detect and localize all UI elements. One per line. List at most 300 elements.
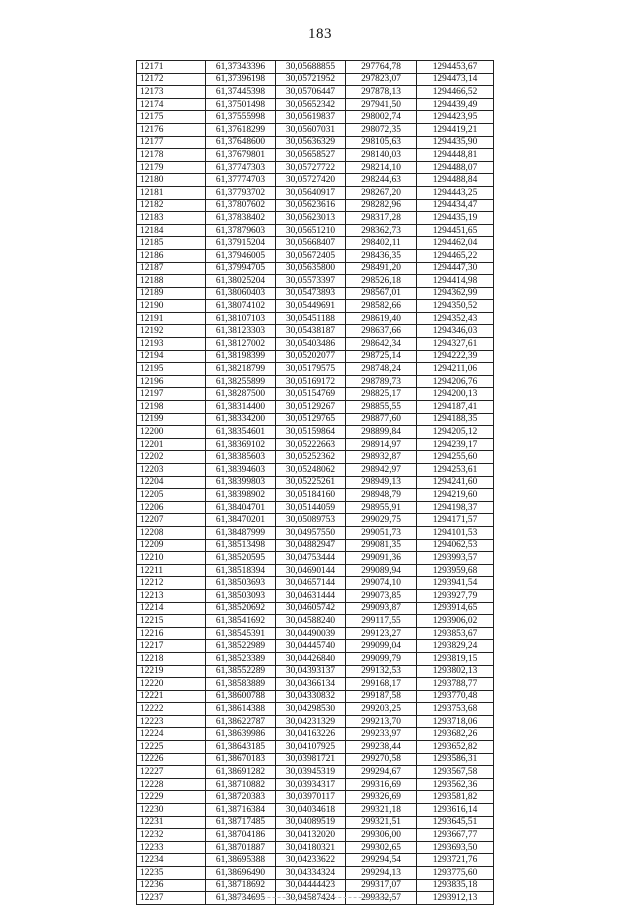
x-coordinate-cell: 298914,97 xyxy=(346,438,417,451)
x-coordinate-cell: 298642,34 xyxy=(346,338,417,351)
y-coordinate-cell: 1294439,49 xyxy=(417,98,494,111)
latitude-cell: 61,38487999 xyxy=(206,526,276,539)
y-coordinate-cell: 1294466,52 xyxy=(417,86,494,99)
point-number-cell: 12212 xyxy=(137,577,206,590)
y-coordinate-cell: 1293959,68 xyxy=(417,564,494,577)
x-coordinate-cell: 298877,60 xyxy=(346,413,417,426)
point-number-cell: 12185 xyxy=(137,237,206,250)
longitude-cell: 30,04588240 xyxy=(276,615,346,628)
table-row xyxy=(137,804,494,817)
x-coordinate-cell: 298317,28 xyxy=(346,212,417,225)
y-coordinate-cell: 1294465,22 xyxy=(417,249,494,262)
y-coordinate-cell: 1293562,36 xyxy=(417,778,494,791)
latitude-cell: 61,37445398 xyxy=(206,86,276,99)
x-coordinate-cell: 297764,78 xyxy=(346,61,417,74)
point-number-cell: 12230 xyxy=(137,804,206,817)
table-row xyxy=(137,627,494,640)
table-row xyxy=(137,161,494,174)
latitude-cell: 61,38717485 xyxy=(206,816,276,829)
point-number-cell: 12175 xyxy=(137,111,206,124)
latitude-cell: 61,37679801 xyxy=(206,149,276,162)
y-coordinate-cell: 1294101,53 xyxy=(417,526,494,539)
table-row xyxy=(137,778,494,791)
longitude-cell: 30,04690144 xyxy=(276,564,346,577)
y-coordinate-cell: 1294255,60 xyxy=(417,451,494,464)
y-coordinate-cell: 1294423,95 xyxy=(417,111,494,124)
latitude-cell: 61,38704186 xyxy=(206,829,276,842)
x-coordinate-cell: 298362,73 xyxy=(346,224,417,237)
y-coordinate-cell: 1293853,67 xyxy=(417,627,494,640)
y-coordinate-cell: 1294488,07 xyxy=(417,161,494,174)
y-coordinate-cell: 1294435,90 xyxy=(417,136,494,149)
table-row xyxy=(137,640,494,653)
y-coordinate-cell: 1294473,14 xyxy=(417,73,494,86)
longitude-cell: 30,04163226 xyxy=(276,728,346,741)
y-coordinate-cell: 1294443,25 xyxy=(417,186,494,199)
point-number-cell: 12223 xyxy=(137,715,206,728)
x-coordinate-cell: 299099,79 xyxy=(346,652,417,665)
table-row xyxy=(137,73,494,86)
x-coordinate-cell: 298942,97 xyxy=(346,464,417,477)
point-number-cell: 12182 xyxy=(137,199,206,212)
x-coordinate-cell: 299051,73 xyxy=(346,526,417,539)
table-row xyxy=(137,791,494,804)
y-coordinate-cell: 1294419,21 xyxy=(417,123,494,136)
y-coordinate-cell: 1294198,37 xyxy=(417,501,494,514)
latitude-cell: 61,38060403 xyxy=(206,287,276,300)
table-row xyxy=(137,841,494,854)
x-coordinate-cell: 298436,35 xyxy=(346,249,417,262)
x-coordinate-cell: 298899,84 xyxy=(346,426,417,439)
latitude-cell: 61,37501498 xyxy=(206,98,276,111)
table-row xyxy=(137,615,494,628)
y-coordinate-cell: 1293652,82 xyxy=(417,741,494,754)
longitude-cell: 30,04334324 xyxy=(276,867,346,880)
x-coordinate-cell: 298955,91 xyxy=(346,501,417,514)
longitude-cell: 30,05651210 xyxy=(276,224,346,237)
point-number-cell: 12200 xyxy=(137,426,206,439)
y-coordinate-cell: 1293941,54 xyxy=(417,577,494,590)
longitude-cell: 30,05688855 xyxy=(276,61,346,74)
latitude-cell: 61,38583889 xyxy=(206,678,276,691)
table-row xyxy=(137,199,494,212)
longitude-cell: 30,05089753 xyxy=(276,514,346,527)
longitude-cell: 30,05623013 xyxy=(276,212,346,225)
table-row xyxy=(137,262,494,275)
longitude-cell: 30,05179575 xyxy=(276,363,346,376)
x-coordinate-cell: 298526,18 xyxy=(346,275,417,288)
table-row xyxy=(137,212,494,225)
table-row xyxy=(137,678,494,691)
y-coordinate-cell: 1294462,04 xyxy=(417,237,494,250)
y-coordinate-cell: 1293829,24 xyxy=(417,640,494,653)
x-coordinate-cell: 299073,85 xyxy=(346,589,417,602)
table-row xyxy=(137,514,494,527)
latitude-cell: 61,38123303 xyxy=(206,325,276,338)
longitude-cell: 30,05184160 xyxy=(276,489,346,502)
latitude-cell: 61,38545391 xyxy=(206,627,276,640)
latitude-cell: 61,38513498 xyxy=(206,539,276,552)
longitude-cell: 30,05706447 xyxy=(276,86,346,99)
x-coordinate-cell: 299294,13 xyxy=(346,867,417,880)
x-coordinate-cell: 298932,87 xyxy=(346,451,417,464)
x-coordinate-cell: 298214,10 xyxy=(346,161,417,174)
longitude-cell: 30,04233622 xyxy=(276,854,346,867)
x-coordinate-cell: 298725,14 xyxy=(346,350,417,363)
longitude-cell: 30,05672405 xyxy=(276,249,346,262)
latitude-cell: 61,38385603 xyxy=(206,451,276,464)
longitude-cell: 30,04605742 xyxy=(276,602,346,615)
point-number-cell: 12199 xyxy=(137,413,206,426)
y-coordinate-cell: 1294187,41 xyxy=(417,401,494,414)
point-number-cell: 12201 xyxy=(137,438,206,451)
longitude-cell: 30,03945319 xyxy=(276,766,346,779)
point-number-cell: 12234 xyxy=(137,854,206,867)
longitude-cell: 30,05154769 xyxy=(276,388,346,401)
x-coordinate-cell: 299316,69 xyxy=(346,778,417,791)
longitude-cell: 30,04034618 xyxy=(276,804,346,817)
y-coordinate-cell: 1293927,79 xyxy=(417,589,494,602)
latitude-cell: 61,38522989 xyxy=(206,640,276,653)
table-row xyxy=(137,338,494,351)
longitude-cell: 30,05449691 xyxy=(276,300,346,313)
latitude-cell: 61,37807602 xyxy=(206,199,276,212)
longitude-cell: 30,05573397 xyxy=(276,275,346,288)
page-number: 183 xyxy=(308,26,332,42)
point-number-cell: 12236 xyxy=(137,879,206,892)
table-row xyxy=(137,728,494,741)
longitude-cell: 30,05144059 xyxy=(276,501,346,514)
latitude-cell: 61,37747303 xyxy=(206,161,276,174)
longitude-cell: 30,05721952 xyxy=(276,73,346,86)
table-row xyxy=(137,564,494,577)
table-row xyxy=(137,589,494,602)
x-coordinate-cell: 298105,63 xyxy=(346,136,417,149)
coordinates-table-body xyxy=(137,61,494,905)
x-coordinate-cell: 299074,10 xyxy=(346,577,417,590)
longitude-cell: 30,05727420 xyxy=(276,174,346,187)
longitude-cell: 30,04393137 xyxy=(276,665,346,678)
y-coordinate-cell: 1294200,13 xyxy=(417,388,494,401)
y-coordinate-cell: 1293770,48 xyxy=(417,690,494,703)
latitude-cell: 61,37648600 xyxy=(206,136,276,149)
point-number-cell: 12213 xyxy=(137,589,206,602)
table-row xyxy=(137,829,494,842)
point-number-cell: 12228 xyxy=(137,778,206,791)
point-number-cell: 12237 xyxy=(137,892,206,905)
longitude-cell: 30,05727722 xyxy=(276,161,346,174)
table-row xyxy=(137,552,494,565)
longitude-cell: 30,05658527 xyxy=(276,149,346,162)
latitude-cell: 61,38639986 xyxy=(206,728,276,741)
x-coordinate-cell: 299321,51 xyxy=(346,816,417,829)
latitude-cell: 61,38314400 xyxy=(206,401,276,414)
table-row xyxy=(137,325,494,338)
latitude-cell: 61,37946005 xyxy=(206,249,276,262)
x-coordinate-cell: 299317,07 xyxy=(346,879,417,892)
longitude-cell: 30,05202077 xyxy=(276,350,346,363)
latitude-cell: 61,38716384 xyxy=(206,804,276,817)
table-row xyxy=(137,438,494,451)
table-row xyxy=(137,602,494,615)
x-coordinate-cell: 298072,35 xyxy=(346,123,417,136)
y-coordinate-cell: 1294211,06 xyxy=(417,363,494,376)
point-number-cell: 12188 xyxy=(137,275,206,288)
y-coordinate-cell: 1294253,61 xyxy=(417,464,494,477)
table-row xyxy=(137,501,494,514)
point-number-cell: 12180 xyxy=(137,174,206,187)
point-number-cell: 12222 xyxy=(137,703,206,716)
y-coordinate-cell: 1294205,12 xyxy=(417,426,494,439)
latitude-cell: 61,38520595 xyxy=(206,552,276,565)
longitude-cell: 30,04445740 xyxy=(276,640,346,653)
x-coordinate-cell: 298789,73 xyxy=(346,375,417,388)
point-number-cell: 12209 xyxy=(137,539,206,552)
table-row xyxy=(137,426,494,439)
longitude-cell: 30,04330832 xyxy=(276,690,346,703)
latitude-cell: 61,37343396 xyxy=(206,61,276,74)
latitude-cell: 61,37915204 xyxy=(206,237,276,250)
table-row xyxy=(137,753,494,766)
table-row xyxy=(137,123,494,136)
longitude-cell: 30,04753444 xyxy=(276,552,346,565)
point-number-cell: 12224 xyxy=(137,728,206,741)
latitude-cell: 61,38670183 xyxy=(206,753,276,766)
longitude-cell: 30,04366134 xyxy=(276,678,346,691)
x-coordinate-cell: 299302,65 xyxy=(346,841,417,854)
x-coordinate-cell: 298582,66 xyxy=(346,300,417,313)
latitude-cell: 61,38127002 xyxy=(206,338,276,351)
longitude-cell: 30,04490039 xyxy=(276,627,346,640)
point-number-cell: 12205 xyxy=(137,489,206,502)
longitude-cell: 30,05607031 xyxy=(276,123,346,136)
longitude-cell: 30,05640917 xyxy=(276,186,346,199)
longitude-cell: 30,05129267 xyxy=(276,401,346,414)
y-coordinate-cell: 1294062,53 xyxy=(417,539,494,552)
point-number-cell: 12229 xyxy=(137,791,206,804)
x-coordinate-cell: 299099,04 xyxy=(346,640,417,653)
table-row xyxy=(137,388,494,401)
y-coordinate-cell: 1294352,43 xyxy=(417,312,494,325)
point-number-cell: 12218 xyxy=(137,652,206,665)
longitude-cell: 30,04107925 xyxy=(276,741,346,754)
latitude-cell: 61,38334200 xyxy=(206,413,276,426)
longitude-cell: 30,05248062 xyxy=(276,464,346,477)
x-coordinate-cell: 299093,87 xyxy=(346,602,417,615)
x-coordinate-cell: 298140,03 xyxy=(346,149,417,162)
point-number-cell: 12173 xyxy=(137,86,206,99)
x-coordinate-cell: 298748,24 xyxy=(346,363,417,376)
x-coordinate-cell: 299238,44 xyxy=(346,741,417,754)
point-number-cell: 12231 xyxy=(137,816,206,829)
x-coordinate-cell: 299123,27 xyxy=(346,627,417,640)
point-number-cell: 12233 xyxy=(137,841,206,854)
y-coordinate-cell: 1294171,57 xyxy=(417,514,494,527)
table-row xyxy=(137,174,494,187)
latitude-cell: 61,38701887 xyxy=(206,841,276,854)
point-number-cell: 12221 xyxy=(137,690,206,703)
table-row xyxy=(137,489,494,502)
latitude-cell: 61,38518394 xyxy=(206,564,276,577)
point-number-cell: 12219 xyxy=(137,665,206,678)
latitude-cell: 61,38520692 xyxy=(206,602,276,615)
table-row xyxy=(137,375,494,388)
latitude-cell: 61,38198399 xyxy=(206,350,276,363)
table-row xyxy=(137,363,494,376)
point-number-cell: 12220 xyxy=(137,678,206,691)
y-coordinate-cell: 1294350,52 xyxy=(417,300,494,313)
y-coordinate-cell: 1293835,18 xyxy=(417,879,494,892)
longitude-cell: 30,05451188 xyxy=(276,312,346,325)
table-row xyxy=(137,98,494,111)
longitude-cell: 30,05225261 xyxy=(276,476,346,489)
latitude-cell: 61,38622787 xyxy=(206,715,276,728)
x-coordinate-cell: 298244,63 xyxy=(346,174,417,187)
x-coordinate-cell: 299321,18 xyxy=(346,804,417,817)
point-number-cell: 12206 xyxy=(137,501,206,514)
latitude-cell: 61,38718692 xyxy=(206,879,276,892)
point-number-cell: 12196 xyxy=(137,375,206,388)
latitude-cell: 61,38643185 xyxy=(206,741,276,754)
longitude-cell: 30,04587424 xyxy=(276,892,346,905)
latitude-cell: 61,38720383 xyxy=(206,791,276,804)
latitude-cell: 61,37879603 xyxy=(206,224,276,237)
point-number-cell: 12193 xyxy=(137,338,206,351)
point-number-cell: 12235 xyxy=(137,867,206,880)
x-coordinate-cell: 298948,79 xyxy=(346,489,417,502)
table-row xyxy=(137,237,494,250)
x-coordinate-cell: 298637,66 xyxy=(346,325,417,338)
x-coordinate-cell: 299294,67 xyxy=(346,766,417,779)
longitude-cell: 30,04298530 xyxy=(276,703,346,716)
y-coordinate-cell: 1294447,30 xyxy=(417,262,494,275)
coordinates-table xyxy=(136,60,494,905)
x-coordinate-cell: 298825,17 xyxy=(346,388,417,401)
y-coordinate-cell: 1293993,57 xyxy=(417,552,494,565)
y-coordinate-cell: 1294222,39 xyxy=(417,350,494,363)
point-number-cell: 12184 xyxy=(137,224,206,237)
y-coordinate-cell: 1294448,81 xyxy=(417,149,494,162)
point-number-cell: 12190 xyxy=(137,300,206,313)
x-coordinate-cell: 298619,40 xyxy=(346,312,417,325)
y-coordinate-cell: 1293616,14 xyxy=(417,804,494,817)
x-coordinate-cell: 299029,75 xyxy=(346,514,417,527)
y-coordinate-cell: 1293819,15 xyxy=(417,652,494,665)
x-coordinate-cell: 299081,35 xyxy=(346,539,417,552)
longitude-cell: 30,04631444 xyxy=(276,589,346,602)
latitude-cell: 61,38218799 xyxy=(206,363,276,376)
longitude-cell: 30,05652342 xyxy=(276,98,346,111)
point-number-cell: 12217 xyxy=(137,640,206,653)
y-coordinate-cell: 1293567,58 xyxy=(417,766,494,779)
table-row xyxy=(137,539,494,552)
longitude-cell: 30,05129765 xyxy=(276,413,346,426)
latitude-cell: 61,38399803 xyxy=(206,476,276,489)
longitude-cell: 30,04957550 xyxy=(276,526,346,539)
x-coordinate-cell: 298491,20 xyxy=(346,262,417,275)
y-coordinate-cell: 1294241,60 xyxy=(417,476,494,489)
latitude-cell: 61,38369102 xyxy=(206,438,276,451)
longitude-cell: 30,03981721 xyxy=(276,753,346,766)
x-coordinate-cell: 299306,00 xyxy=(346,829,417,842)
y-coordinate-cell: 1293718,06 xyxy=(417,715,494,728)
y-coordinate-cell: 1294206,76 xyxy=(417,375,494,388)
y-coordinate-cell: 1294488,84 xyxy=(417,174,494,187)
longitude-cell: 30,03970117 xyxy=(276,791,346,804)
table-row xyxy=(137,665,494,678)
latitude-cell: 61,38255899 xyxy=(206,375,276,388)
y-coordinate-cell: 1294434,47 xyxy=(417,199,494,212)
table-row xyxy=(137,867,494,880)
table-row xyxy=(137,350,494,363)
longitude-cell: 30,05619837 xyxy=(276,111,346,124)
point-number-cell: 12177 xyxy=(137,136,206,149)
longitude-cell: 30,05623616 xyxy=(276,199,346,212)
x-coordinate-cell: 298282,96 xyxy=(346,199,417,212)
x-coordinate-cell: 298855,55 xyxy=(346,401,417,414)
table-row xyxy=(137,741,494,754)
latitude-cell: 61,37838402 xyxy=(206,212,276,225)
longitude-cell: 30,04426840 xyxy=(276,652,346,665)
point-number-cell: 12191 xyxy=(137,312,206,325)
table-row xyxy=(137,652,494,665)
table-row xyxy=(137,703,494,716)
y-coordinate-cell: 1294219,60 xyxy=(417,489,494,502)
point-number-cell: 12189 xyxy=(137,287,206,300)
y-coordinate-cell: 1294451,65 xyxy=(417,224,494,237)
latitude-cell: 61,38710882 xyxy=(206,778,276,791)
latitude-cell: 61,37555998 xyxy=(206,111,276,124)
table-row xyxy=(137,86,494,99)
table-row xyxy=(137,854,494,867)
latitude-cell: 61,38696490 xyxy=(206,867,276,880)
x-coordinate-cell: 299132,53 xyxy=(346,665,417,678)
x-coordinate-cell: 299294,54 xyxy=(346,854,417,867)
point-number-cell: 12204 xyxy=(137,476,206,489)
x-coordinate-cell: 298949,13 xyxy=(346,476,417,489)
point-number-cell: 12216 xyxy=(137,627,206,640)
x-coordinate-cell: 299332,57 xyxy=(346,892,417,905)
y-coordinate-cell: 1294239,17 xyxy=(417,438,494,451)
latitude-cell: 61,38552289 xyxy=(206,665,276,678)
point-number-cell: 12197 xyxy=(137,388,206,401)
longitude-cell: 30,03934317 xyxy=(276,778,346,791)
longitude-cell: 30,05169172 xyxy=(276,375,346,388)
y-coordinate-cell: 1293682,26 xyxy=(417,728,494,741)
x-coordinate-cell: 297823,07 xyxy=(346,73,417,86)
table-row xyxy=(137,61,494,74)
y-coordinate-cell: 1294362,99 xyxy=(417,287,494,300)
y-coordinate-cell: 1293788,77 xyxy=(417,678,494,691)
point-number-cell: 12227 xyxy=(137,766,206,779)
y-coordinate-cell: 1293581,82 xyxy=(417,791,494,804)
longitude-cell: 30,04882947 xyxy=(276,539,346,552)
longitude-cell: 30,05635800 xyxy=(276,262,346,275)
table-row xyxy=(137,816,494,829)
latitude-cell: 61,38287500 xyxy=(206,388,276,401)
longitude-cell: 30,05438187 xyxy=(276,325,346,338)
latitude-cell: 61,38541692 xyxy=(206,615,276,628)
table-row xyxy=(137,111,494,124)
latitude-cell: 61,38734695 xyxy=(206,892,276,905)
footer-divider xyxy=(232,897,392,898)
y-coordinate-cell: 1293693,50 xyxy=(417,841,494,854)
point-number-cell: 12211 xyxy=(137,564,206,577)
table-row xyxy=(137,300,494,313)
point-number-cell: 12181 xyxy=(137,186,206,199)
y-coordinate-cell: 1294414,98 xyxy=(417,275,494,288)
table-row xyxy=(137,287,494,300)
